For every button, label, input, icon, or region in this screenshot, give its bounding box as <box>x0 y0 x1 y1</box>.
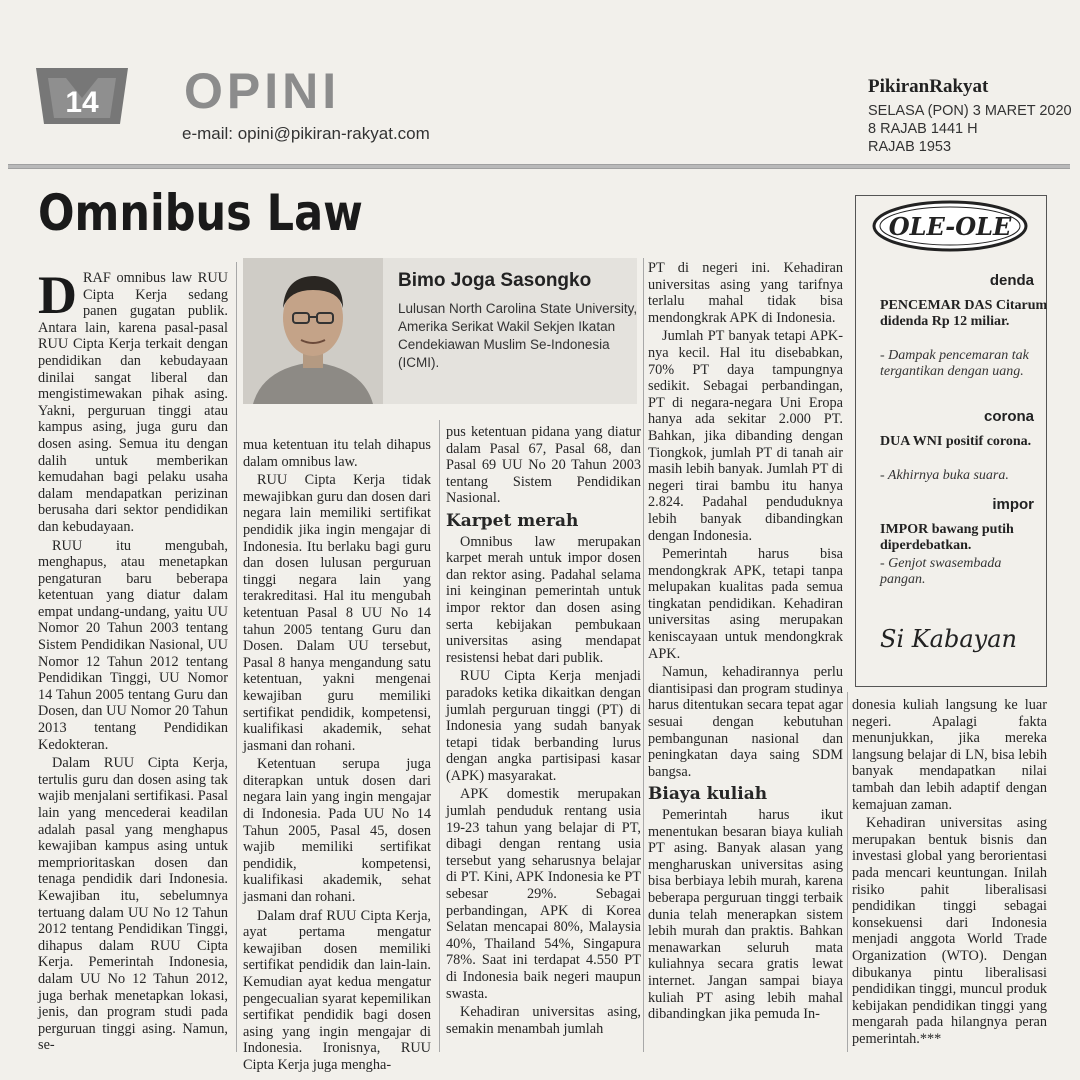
sidebar-label: denda <box>989 272 1034 289</box>
sidebar-headline: IMPOR bawang putih diperdebatkan. <box>880 522 1014 553</box>
article-column-1 <box>38 265 228 1056</box>
sidebar-headline: PENCEMAR DAS Citarum didenda Rp 12 miliar. <box>880 298 1048 329</box>
subheading: Biaya kuliah <box>648 784 768 805</box>
column-divider <box>236 262 237 1052</box>
author-name: Bimo Joga Sasongko <box>398 270 592 291</box>
paragraph: Kehadiran universitas asing merupakan bentuk bisnis dan investasi global yang berorientasi pada mencari keuntungan. Inilah risiko pahit liberalisasi pendidikan tinggi sebagai konsekuensi dari Indonesia menjadi anggota World Trade Organization (WTO). Dengan dibukanya pintu liberalisasi pendidikan tinggi, muncul produk kebijakan pendidikan tinggi yang mengarah pada hilangnya peran pemerintah.*** <box>852 815 1047 1047</box>
sidebar-note: - Akhirnya buka suara. <box>880 468 1009 483</box>
paragraph: RUU Cipta Kerja tidak mewajibkan guru dan dosen dari negara lain memiliki sertifikat pendidik jika ingin mengajar di Indonesia. Itu berlaku bagi guru dan dosen lulusan perguruan tinggi negara lain yang terakreditasi. Hal itu mengubah ketentuan Pasal 8 UU No 14 tahun 2005 tentang Guru dan Dosen. Dalam UU tersebut, Pasal 8 hanya mengandung satu ketentuan, yakni mengenai kewajiban guru memiliki sertifikat pendidik, kompetensi, kualifikasi akademik, sehat jasmani dan rohani. <box>243 472 431 754</box>
paragraph: Namun, kehadirannya perlu diantisipasi dan program studinya harus ditentukan secara tepat agar sesuai dengan kebutuhan pembangunan nasional dan peningkatan daya saing SDM bangsa. <box>648 664 843 780</box>
column-divider <box>847 692 848 1052</box>
article-column-4 <box>648 260 843 1025</box>
section-email: e-mail: opini@pikiran-rakyat.com <box>182 124 430 143</box>
author-photo <box>243 258 383 404</box>
paragraph: Omnibus law merupakan karpet merah untuk impor dosen dan rektor asing. Padahal selama ini keinginan pemerintah untuk impor rektor dan dosen asing serta kebijakan pembukaan universitas asing mendapat resistensi hebat dari publik. <box>446 533 641 666</box>
paragraph: Dalam draf RUU Cipta Kerja, ayat pertama mengatur kewajiban dosen memiliki sertifikat pendidik dan lain-lain. Kemudian ayat kedua mengatur pengecualian syarat kepemilikan sertifikat pendidik bagi dosen asing yang ingin mengajar di Indonesia. Ironisnya, RUU Cipta Kerja juga mengha- <box>243 907 431 1073</box>
date-line: SELASA (PON) 3 MARET 2020 <box>868 103 1072 119</box>
paragraph: Dalam RUU Cipta Kerja, tertulis guru dan dosen asing tak wajib menjalani sertifikasi. Pasal lain yang mencederai keadilan adalah pasal yang menghapus kewajiban kampus asing untuk memprioritaskan dosen dan tenaga pendidik dari Indonesia. Kewajiban itu, sebelumnya tertuang dalam UU No 12 Tahun 2012 tentang Pendidikan Tinggi, dihapus dalam RUU Cipta Kerja. Pemerintah Indonesia, dalam UU No 12 Tahun 2012, juga berhak menetapkan lokasi, jenis, dan program studi pada perguruan tinggi asing. Namun, se- <box>38 755 228 1054</box>
paragraph: Pemerintah harus ikut menentukan besaran biaya kuliah PT asing. Banyak alasan yang mengharuskan universitas asing bisa berbiaya lebih murah, karena beberapa perguruan tinggi terbaik dunia telah menerapkan sistem lebih murah dan praktis. Bahkan menawarkan seluruh mata kuliahnya secara gratis lewat internet. Jangan sampai biaya kuliah PT asing lebih mahal dibandingkan jika pemuda In- <box>648 807 843 1023</box>
sidebar-label: impor <box>992 496 1034 513</box>
page-number: 14 <box>65 86 99 119</box>
dateline <box>868 102 1072 156</box>
column-divider <box>643 258 644 1052</box>
article-headline: Omnibus Law <box>38 184 363 242</box>
article-column-2 <box>243 437 431 1076</box>
drop-cap: D <box>38 265 77 325</box>
subheading: Karpet merah <box>446 510 579 531</box>
author-description: Lulusan North Carolina State University, Amerika Serikat Wakil Sekjen Ikatan Cendekiawan Muslim Se-Indonesia (ICMI). <box>398 301 638 370</box>
logo-text: OLE-OLE <box>888 212 1012 241</box>
column-divider <box>439 420 440 1052</box>
paragraph: pus ketentuan pidana yang diatur dalam Pasal 67, Pasal 68, dan Pasal 69 UU No 20 Tahun 2003 tentang Sistem Pendidikan Nasional. <box>446 424 641 507</box>
paragraph: Ketentuan serupa juga diterapkan untuk dosen dari negara lain yang ingin mengajar di Indonesia. Pada UU No 14 Tahun 2005, Pasal 45, dosen wajib memiliki sertifikat pendidik, kompetensi, kualifikasi akademik, sehat jasmani dan rohani. <box>243 756 431 906</box>
date-line: RAJAB 1953 <box>868 139 952 155</box>
article-column-5 <box>852 697 1047 1049</box>
paragraph: RUU itu mengubah, menghapus, atau menetapkan pengaturan baru beberapa ketentuan yang diatur dalam empat undang-undang, yaitu UU Nomor 20 Tahun 2003 tentang Sistem Pendidikan Nasional, UU Nomor 12 Tahun 2012 tentang Pendidikan Tinggi, UU Nomor 14 Tahun 2005 tentang Guru dan Dosen, dan UU Nomor 20 Tahun 2013 tentang Pendidikan Kedokteran. <box>38 537 228 753</box>
section-title: OPINI <box>184 63 341 119</box>
page-number-badge <box>36 68 128 124</box>
sidebar-note: - Genjot swasembada pangan. <box>880 556 1002 587</box>
header-rule <box>8 164 1070 169</box>
paragraph: RAF omnibus law RUU Cipta Kerja sedang panen gugatan publik. Antara lain, karena pasal-pasal RUU Cipta Kerja terkait dengan pendidikan dan kebudayaan dinilai sangat liberal dan mengistimewakan pihak asing. Yakni, perguruan tinggi atau kampus asing, juga guru dan dosen asing. Semua itu dengan dalih untuk memberikan kemudahan bagi pelaku usaha dalam mendapatkan perizinan berusaha dari sektor pendidikan dan kebudayaan. <box>38 270 228 535</box>
paragraph: Kehadiran universitas asing, semakin menambah jumlah <box>446 1004 641 1037</box>
paragraph: Jumlah PT banyak tetapi APK-nya kecil. Hal itu disebabkan, 70% PT daya tampungnya sedikit. Sebagai perbandingan, PT di negara-negara Uni Eropa hanya ada sekitar 2.000 PT. Bahkan, jika dibanding dengan Tiongkok, jumlah PT di tanah air masih lebih banyak. Jumlah PT di negeri tirai bambu itu hanya 2.824. Padahal penduduknya lebih banyak dibandingkan dengan Indonesia. <box>648 328 843 544</box>
paragraph: mua ketentuan itu telah dihapus dalam omnibus law. <box>243 437 431 470</box>
si-kabayan-signature: Si Kabayan <box>880 625 1017 653</box>
sidebar-note: - Dampak pencemaran tak tergantikan dengan uang. <box>880 348 1029 379</box>
paragraph: Pemerintah harus bisa mendongkrak APK, tetapi tanpa melupakan kualitas pada semua tingkatan pendidikan. Kehadiran universitas asing merupakan keniscayaan untuk mendongkrak APK. <box>648 546 843 662</box>
sidebar-headline: DUA WNI positif corona. <box>880 434 1032 449</box>
paragraph: donesia kuliah langsung ke luar negeri. Apalagi fakta menunjukkan, jika mereka langsung belajar di LN, bisa lebih banyak mendapatkan nilai tambah dan lebih adaptif dengan kemajuan zaman. <box>852 697 1047 813</box>
ole-ole-logo <box>872 200 1028 252</box>
sidebar-label: corona <box>983 408 1034 425</box>
publication-brand: PikiranRakyat <box>868 76 989 97</box>
date-line: 8 RAJAB 1441 H <box>868 121 978 137</box>
paragraph: APK domestik merupakan jumlah penduduk rentang usia 19-23 tahun yang belajar di PT, dibagi dengan rentang usia tersebut yang seharusnya belajar di PT. Kini, APK Indonesia ke PT sebesar 29%. Sebagai perbandingan, APK di Korea Selatan mencapai 80%, Malaysia 40%, Thailand 54%, Singapura 78%. Saat ini terdapat 4.550 PT di Indonesia baik negeri maupun swasta. <box>446 786 641 1002</box>
paragraph: RUU Cipta Kerja menjadi paradoks ketika dikaitkan dengan jumlah perguruan tinggi (PT) di Indonesia yang sudah banyak tetapi tidak berbanding lurus dengan angka partisipasi kasar (APK) masyarakat. <box>446 668 641 784</box>
paragraph: PT di negeri ini. Kehadiran universitas asing yang tarifnya terlalu mahal tidak bisa mendongkrak APK di Indonesia. <box>648 260 843 326</box>
article-column-3 <box>446 424 641 1039</box>
